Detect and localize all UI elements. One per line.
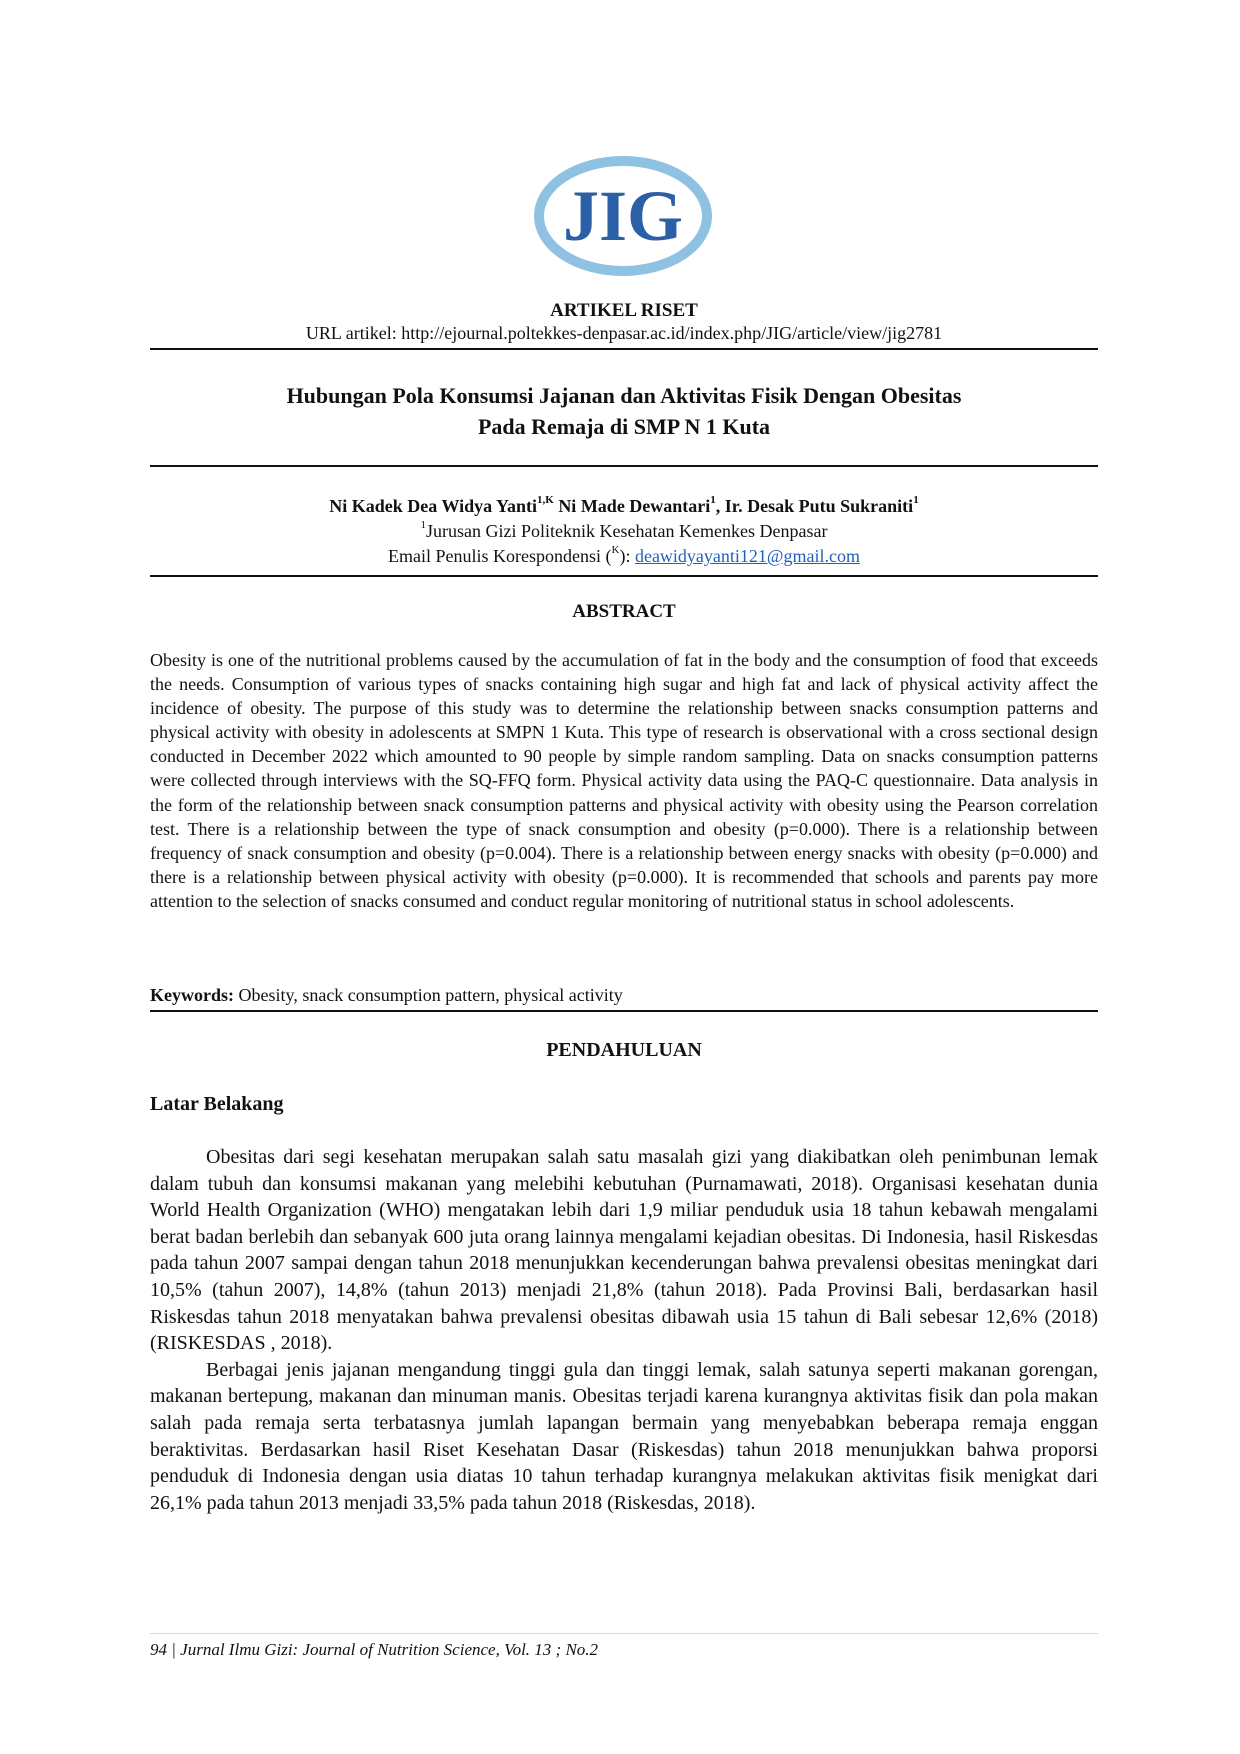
page-footer: 94 | Jurnal Ilmu Gizi: Journal of Nutrition Science, Vol. 13 ; No.2 [150,1640,599,1659]
abstract-text: Obesity is one of the nutritional problems caused by the accumulation of fat in the body and the consumption of food that exceeds the needs. Consumption of various types of snacks containing high sugar and high fat and lack of physical activity affect the incidence of obesity. The purpose of this study was to determine the relationship between snacks consumption patterns and physical activity with obesity in adolescents at SMPN 1 Kuta. This type of research is observational with a cross sectional design conducted in December 2022 which amounted to 90 people by simple random sampling. Data on snacks consumption patterns were collected through interviews with the SQ-FFQ form. Physical activity data using the PAQ-C questionnaire. Data analysis in the form of the relationship between snack consumption patterns and physical activity with obesity using the Pearson correlation test. There is a relationship between the type of snack consumption and obesity (p=0.000). There is a relationship between frequency of snack consumption and obesity (p=0.004). There is a relationship between energy snacks with obesity (p=0.000) and there is a relationship between physical activity with obesity (p=0.000). It is recommended that schools and parents pay more attention to the selection of snacks consumed and conduct regular monitoring of nutritional status in school adolescents. [150,650,1098,911]
affiliation-sup: 1 [420,519,427,531]
correspondence-email [150,546,1098,567]
intro-paragraph-1: Obesitas dari segi kesehatan merupakan salah satu masalah gizi yang diakibatkan oleh penimbunan lemak dalam tubuh dan konsumsi makanan yang melebihi kebutuhan (Purnamawati, 2018). Organisasi kesehatan dunia World Health Organization (WHO) mengatakan lebih dari 1,9 miliar penduduk usia 18 tahun kebawah mengalami berat badan berlebih dan sebanyak 600 juta orang lainnya mengalami kejadian obesitas. Di Indonesia, hasil Riskesdas pada tahun 2007 sampai dengan tahun 2018 menunjukkan kecenderungan bahwa prevalensi obesitas meningkat dari 10,5% (tahun 2007), 14,8% (tahun 2013) menjadi 21,8% (tahun 2018). Pada Provinsi Bali, berdasarkan hasil Riskesdas tahun 2018 menyatakan bahwa prevalensi obesitas dibawah usia 15 tahun di Bali sebesar 12,6% (2018) (RISKESDAS , 2018). [150,1146,1098,1355]
affiliation-text: Jurusan Gizi Politeknik Kesehatan Kemenkes Denpasar [426,521,828,541]
author-2: Ni Made Dewantari [553,496,711,516]
author-1-sup: 1,K [537,494,554,506]
author-3: , Ir. Desak Putu Sukraniti [715,496,914,516]
keywords-rule [150,1010,1098,1012]
email-middle: ): [619,546,635,566]
keywords [150,985,1098,1006]
author-3-sup: 1 [913,494,919,506]
email-prefix: Email Penulis Korespondensi ( [388,546,612,566]
intro-paragraph-2: Berbagai jenis jajanan mengandung tinggi gula dan tinggi lemak, salah satunya seperti makanan gorengan, makanan bertepung, makanan dan minuman manis. Obesitas terjadi karena kurangnya aktivitas fisik dan pola makan salah pada remaja serta terbatasnya jumlah lapangan bermain yang menyebabkan beberapa remaja enggan beraktivitas. Berdasarkan hasil Riset Kesehatan Dasar (Riskesdas) tahun 2018 menunjukkan bahwa proporsi penduduk di Indonesia dengan usia diatas 10 tahun terhadap kurangnya melakukan aktivitas fisik menigkat dari 26,1% pada tahun 2013 menjadi 33,5% pada tahun 2018 (Riskesdas, 2018). [150,1358,1098,1514]
logo-text: JIG [562,176,684,256]
title-line-1: Hubungan Pola Konsumsi Jajanan dan Aktivitas Fisik Dengan Obesitas [286,383,962,408]
email-link[interactable]: deawidyayanti121@gmail.com [634,546,860,566]
abstract-heading: ABSTRACT [572,601,676,622]
header-rule [150,348,1098,350]
keywords-text: Obesity, snack consumption pattern, physical activity [234,985,623,1005]
title-line-2: Pada Remaja di SMP N 1 Kuta [477,414,771,439]
journal-logo [533,156,713,276]
authors-rule [150,575,1098,577]
article-title [150,380,1098,442]
article-type: ARTIKEL RISET [550,300,698,321]
subsection-heading-latar-belakang: Latar Belakang [150,1093,284,1115]
section-heading-pendahuluan: PENDAHULUAN [546,1039,702,1061]
author-list [150,496,1098,517]
author-1: Ni Kadek Dea Widya Yanti [329,496,537,516]
affiliation [150,521,1098,542]
title-rule [150,465,1098,467]
author-2-sup: 1 [710,494,716,506]
keywords-label: Keywords: [150,985,234,1005]
footer-rule [150,1633,1098,1634]
paper-page [150,0,1098,1754]
jig-logo-graphic [533,156,713,276]
email-sup: K [611,544,620,556]
article-url: URL artikel: http://ejournal.poltekkes-denpasar.ac.id/index.php/JIG/article/view/jig2781 [305,323,943,343]
intro-body [150,1144,1098,1516]
